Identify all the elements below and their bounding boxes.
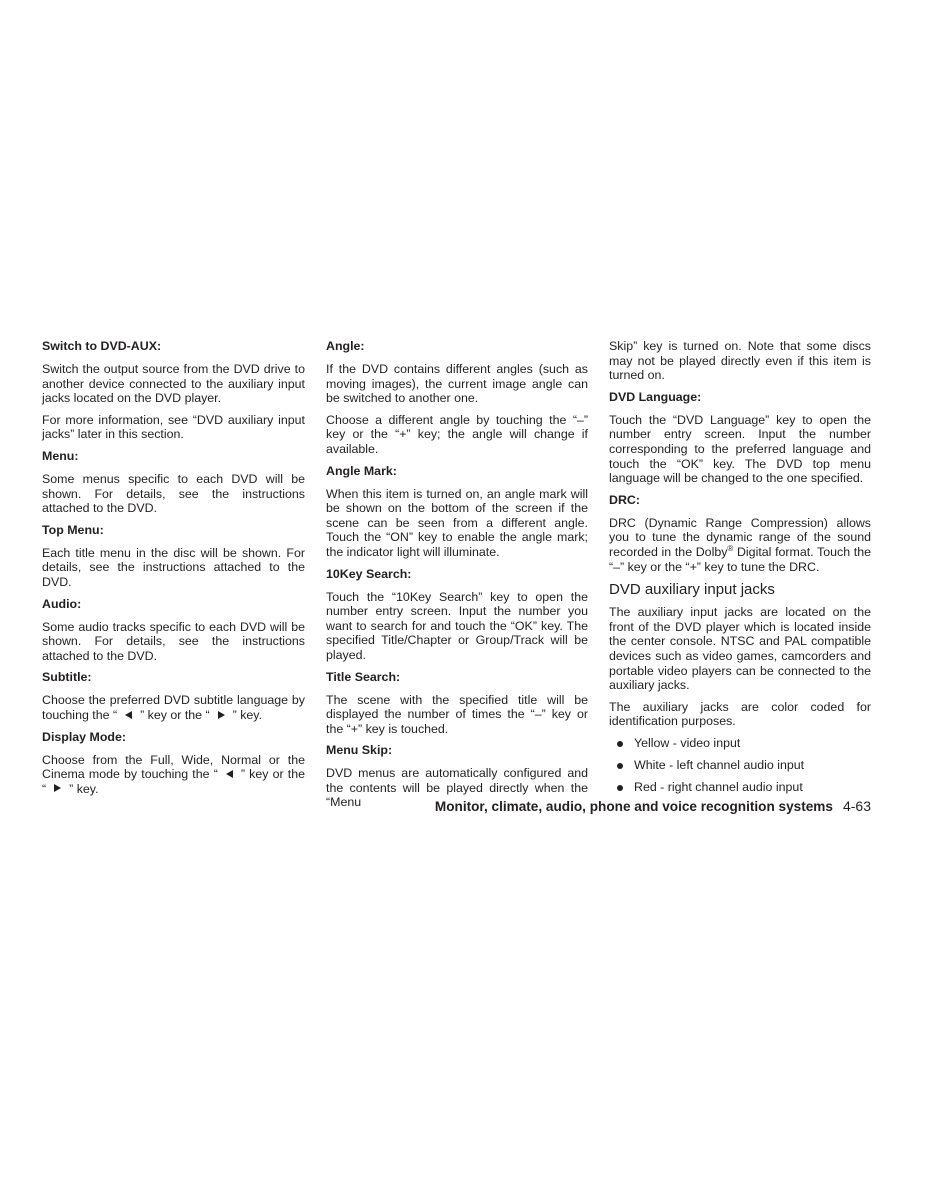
menu-skip-continued: Skip” key is turned on. Note that some discs may not be played directly even if this item is turned on. xyxy=(609,339,871,383)
top-menu-text: Each title menu in the disc will be shown. For details, see the instructions attached to the DVD. xyxy=(42,545,305,589)
bullet-icon xyxy=(617,741,623,747)
switch-dvd-aux-reference: For more information, see “DVD auxiliary input jacks” later in this section. xyxy=(42,412,305,442)
aux-jacks-text-2: The auxiliary jacks are color coded for identification purposes. xyxy=(609,699,871,729)
audio-text: Some audio tracks specific to each DVD will be shown. For details, see the instructions attached to the DVD. xyxy=(42,619,305,663)
menu-skip-heading: Menu Skip: xyxy=(326,743,393,758)
subtitle-text: Choose the preferred DVD subtitle language by touching the “ ” key or the “ ” key. xyxy=(42,693,305,722)
drc-heading: DRC: xyxy=(609,492,640,507)
drc-text: DRC (Dynamic Range Compression) allows you to tune the dynamic range of the sound recorded in the Dolby® Digital format. Touch the “–” key or the “+” key to tune the DRC. xyxy=(609,515,871,574)
page-number: 4-63 xyxy=(842,798,871,814)
top-menu-heading: Top Menu: xyxy=(42,522,104,537)
angle-text-2: Choose a different angle by touching the “–” key or the “+” key; the angle will change if available. xyxy=(326,412,588,456)
dvd-language-text: Touch the “DVD Language” key to open the number entry screen. Input the number corresponding to the preferred language and touch the “OK” key. The DVD top menu language will be changed to the one specified. xyxy=(609,412,871,486)
color-code-list xyxy=(609,736,871,795)
menu-text: Some menus specific to each DVD will be shown. For details, see the instructions attached to the DVD. xyxy=(42,471,305,516)
subtitle-heading: Subtitle: xyxy=(42,670,92,685)
switch-dvd-aux-heading: Switch to DVD-AUX: xyxy=(42,339,162,353)
right-arrow-icon xyxy=(218,711,225,719)
display-mode-text: Choose from the Full, Wide, Normal or the Cinema mode by touching the “ ” key or the “ ” key. xyxy=(42,752,306,796)
10key-search-text: Touch the “10Key Search” key to open the number entry screen. Input the number you want to search for and touch the “OK” key. The specified Title/Chapter or Group/Track will be played. xyxy=(326,589,588,662)
display-mode-heading: Display Mode: xyxy=(42,729,126,744)
column-1 xyxy=(42,339,305,803)
angle-text-1: If the DVD contains different angles (such as moving images), the current image angle can be switched to another one. xyxy=(326,362,588,406)
menu-skip-text: DVD menus are automatically configured and the contents will be played directly when the “Menu xyxy=(326,766,588,810)
left-arrow-icon xyxy=(125,711,132,719)
list-item: Yellow - video input xyxy=(609,736,871,751)
aux-jacks-text-1: The auxiliary input jacks are located on the front of the DVD player which is located inside the center console. NTSC and PAL compatible devices such as video games, camcorders and portable video players can be connected to the auxiliary jacks. xyxy=(609,605,871,693)
bullet-icon xyxy=(617,763,623,769)
list-item: Red - right channel audio input xyxy=(609,780,871,795)
dvd-language-heading: DVD Language: xyxy=(609,389,702,404)
right-arrow-icon xyxy=(54,784,61,792)
title-search-heading: Title Search: xyxy=(326,669,401,684)
angle-mark-text: When this item is turned on, an angle mark will be shown on the bottom of the screen if the scene can be seen from a different angle. Touch the “ON” key to enable the angle mark; the indicator light will illuminate. xyxy=(326,486,588,559)
title-search-text: The scene with the specified title will be displayed the number of times the “–” key or the “+” key is touched. xyxy=(326,692,588,736)
audio-heading: Audio: xyxy=(42,596,82,611)
column-3 xyxy=(609,339,871,802)
left-arrow-icon xyxy=(226,770,233,778)
page-footer xyxy=(435,798,871,814)
menu-heading: Menu: xyxy=(42,448,79,463)
aux-jacks-heading: DVD auxiliary input jacks xyxy=(609,581,775,599)
angle-mark-heading: Angle Mark: xyxy=(326,463,397,478)
bullet-icon xyxy=(617,785,623,791)
section-title: Monitor, climate, audio, phone and voice recognition systems xyxy=(434,799,833,814)
column-2 xyxy=(326,339,588,817)
list-item: White - left channel audio input xyxy=(609,758,871,773)
angle-heading: Angle: xyxy=(326,339,365,353)
10key-search-heading: 10Key Search: xyxy=(326,566,412,581)
switch-dvd-aux-text: Switch the output source from the DVD drive to another device connected to the auxiliary input jacks located on the DVD player. xyxy=(42,362,305,406)
